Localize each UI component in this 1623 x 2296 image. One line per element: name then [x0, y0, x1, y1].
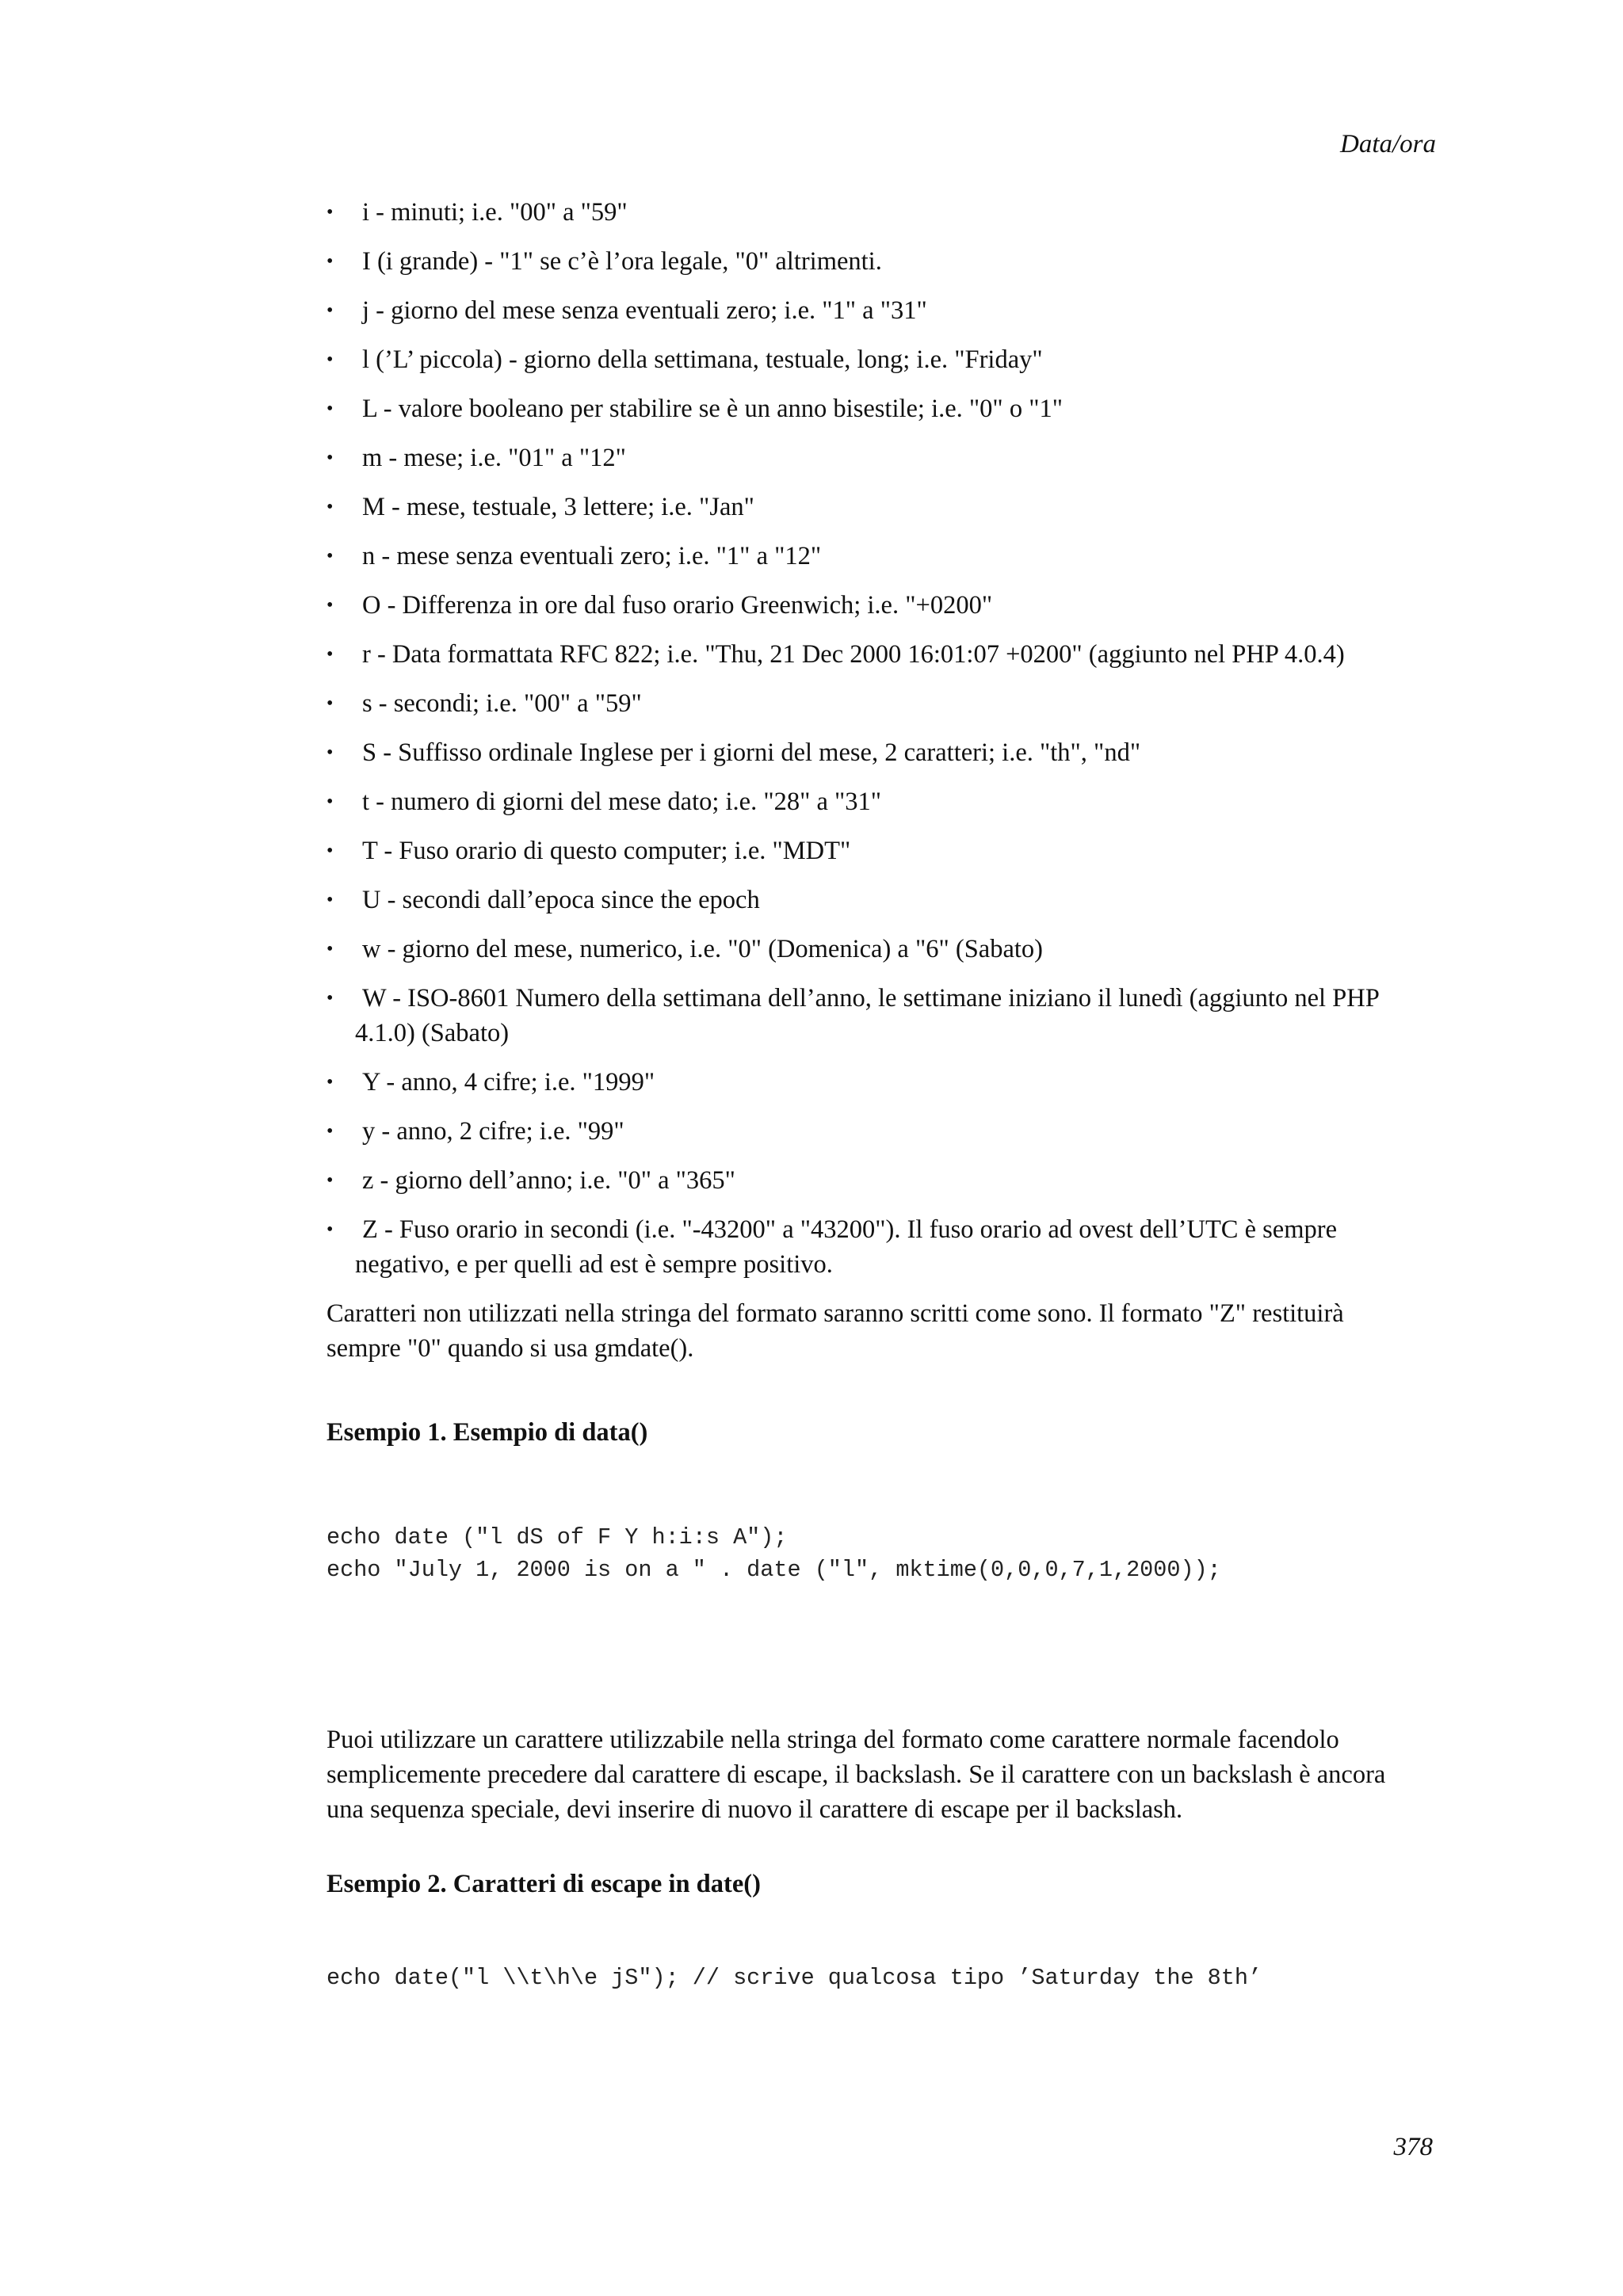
bullet-icon: •: [327, 251, 334, 272]
list-item: [327, 1212, 1420, 1282]
list-item-text: n - mese senza eventuali zero; i.e. "1" a "12": [362, 542, 822, 570]
bullet-icon: •: [327, 1072, 334, 1093]
list-item: [327, 981, 1420, 1051]
list-item: [327, 686, 1420, 721]
list-item-text: I (i grande) - "1" se c’è l’ora legale, "0" altrimenti.: [362, 247, 882, 276]
list-item-text: y - anno, 2 cifre; i.e. "99": [362, 1117, 624, 1146]
bullet-icon: •: [327, 1121, 334, 1142]
bullet-icon: •: [327, 546, 334, 566]
list-item: [327, 588, 1420, 623]
list-item-text: i - minuti; i.e. "00" a "59": [362, 198, 628, 227]
list-item-text: U - secondi dall’epoca since the epoch: [362, 886, 760, 914]
bullet-icon: •: [327, 595, 334, 616]
bullet-icon: •: [327, 890, 334, 910]
bullet-icon: •: [327, 1219, 334, 1240]
bullet-icon: •: [327, 841, 334, 861]
list-item-text: m - mese; i.e. "01" a "12": [362, 444, 626, 472]
bullet-icon: •: [327, 497, 334, 517]
list-item: [327, 293, 1420, 328]
page-number: 378: [1393, 2133, 1433, 2161]
list-item: [327, 195, 1420, 230]
list-item: [327, 244, 1420, 279]
list-item: [327, 735, 1420, 770]
list-item-text: S - Suffisso ordinale Inglese per i giorni del mese, 2 caratteri; i.e. "th", "nd": [362, 738, 1141, 767]
format-character-list: [327, 195, 1420, 1282]
list-item: [327, 342, 1420, 377]
bullet-icon: •: [327, 791, 334, 812]
list-item: [327, 883, 1420, 917]
list-item: [327, 833, 1420, 868]
list-item: [327, 1114, 1420, 1149]
bullet-icon: •: [327, 300, 334, 321]
bullet-icon: •: [327, 644, 334, 665]
list-item-text: z - giorno dell’anno; i.e. "0" a "365": [362, 1166, 735, 1195]
list-item-text: l (’L’ piccola) - giorno della settimana, testuale, long; i.e. "Friday": [362, 345, 1043, 374]
list-item-text: Y - anno, 4 cifre; i.e. "1999": [362, 1068, 655, 1097]
running-header-title: Data/ora: [1339, 130, 1436, 158]
list-item-text: M - mese, testuale, 3 lettere; i.e. "Jan": [362, 493, 754, 521]
bullet-icon: •: [327, 448, 334, 468]
bullet-icon: •: [327, 939, 334, 959]
list-item: [327, 441, 1420, 475]
bullet-icon: •: [327, 693, 334, 714]
list-item: [327, 1065, 1420, 1100]
bullet-icon: •: [327, 202, 334, 223]
list-item-text: r - Data formattata RFC 822; i.e. "Thu, 21 Dec 2000 16:01:07 +0200" (aggiunto nel PHP 4.0.4): [362, 640, 1345, 669]
list-item-text: W - ISO-8601 Numero della settimana dell’anno, le settimane iniziano il lunedì (aggiunto nel PHP 4.1.0) (Sabato): [355, 984, 1379, 1047]
list-item-text: j - giorno del mese senza eventuali zero; i.e. "1" a "31": [362, 296, 927, 325]
example-1-title: Esempio 1. Esempio di data(): [327, 1418, 648, 1447]
list-item: [327, 539, 1420, 574]
list-item-text: w - giorno del mese, numerico, i.e. "0" (Domenica) a "6" (Sabato): [362, 935, 1043, 963]
list-item: [327, 637, 1420, 672]
list-item: [327, 784, 1420, 819]
example-2-code: echo date("l \\t\h\e jS"); // scrive qualcosa tipo ’Saturday the 8th’: [327, 1965, 1262, 1991]
list-item-text: Z - Fuso orario in secondi (i.e. "-43200" a "43200"). Il fuso orario ad ovest dell’UTC è sempre negativo, e per quelli ad est è sempre positivo.: [355, 1215, 1338, 1279]
bullet-icon: •: [327, 399, 334, 419]
example-1-code: echo date ("l dS of F Y h:i:s A"); echo "July 1, 2000 is on a " . date ("l", mktime(0,0,0,7,1,2000));: [327, 1524, 1221, 1583]
list-item-text: t - numero di giorni del mese dato; i.e. "28" a "31": [362, 788, 882, 816]
bullet-icon: •: [327, 988, 334, 1009]
list-item-text: T - Fuso orario di questo computer; i.e. "MDT": [362, 837, 851, 865]
list-item: [327, 391, 1420, 426]
list-item-text: s - secondi; i.e. "00" a "59": [362, 689, 642, 718]
list-item: [327, 932, 1420, 967]
list-item: [327, 1163, 1420, 1198]
page-content: [327, 195, 1420, 1994]
list-item-text: L - valore booleano per stabilire se è un anno bisestile; i.e. "0" o "1": [362, 395, 1063, 423]
example-2-title: Esempio 2. Caratteri di escape in date(): [327, 1870, 761, 1898]
paragraph-unused-characters: Caratteri non utilizzati nella stringa del formato saranno scritti come sono. Il formato "Z" restituirà sempre "0" quando si usa gmdate().: [327, 1299, 1344, 1363]
bullet-icon: •: [327, 349, 334, 370]
list-item-text: O - Differenza in ore dal fuso orario Greenwich; i.e. "+0200": [362, 591, 993, 620]
paragraph-escape-characters: Puoi utilizzare un carattere utilizzabile nella stringa del formato come carattere normale facendolo semplicemente precedere dal carattere di escape, il backslash. Se il carattere con un backslash è ancora una sequenza speciale, devi inserire di nuovo il carattere di escape per il backslash.: [327, 1726, 1386, 1824]
list-item: [327, 490, 1420, 524]
bullet-icon: •: [327, 1170, 334, 1191]
bullet-icon: •: [327, 742, 334, 763]
